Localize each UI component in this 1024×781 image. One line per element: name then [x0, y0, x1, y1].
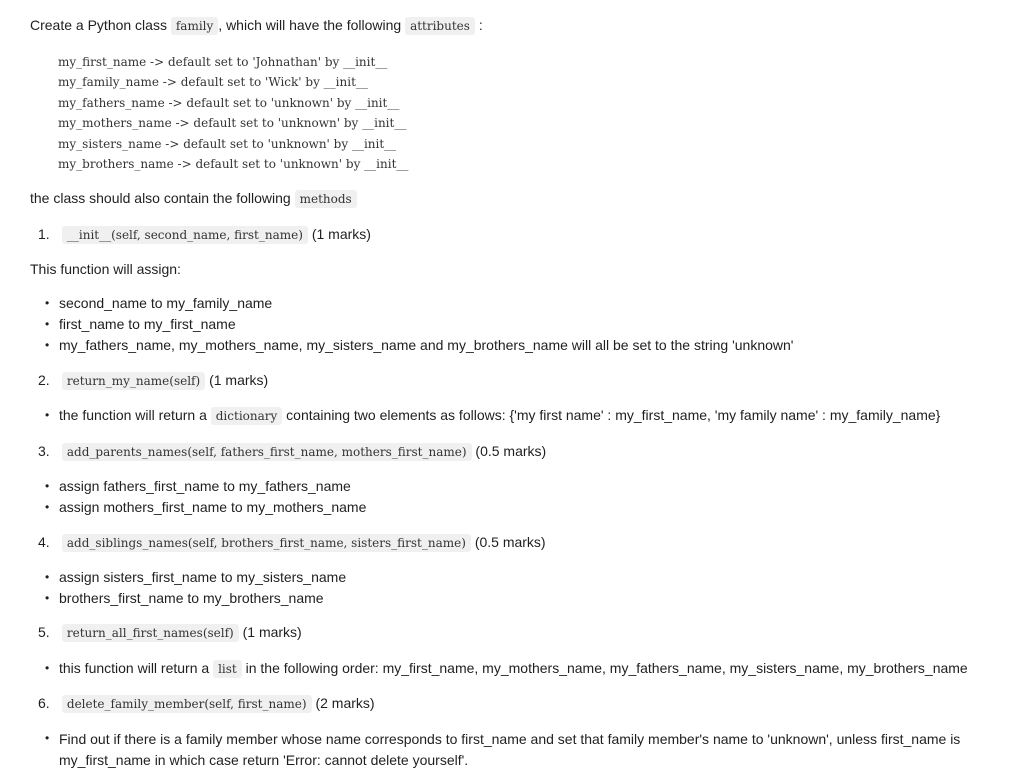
list-item-text: brothers_first_name to my_brothers_name: [59, 590, 324, 606]
method-number: 6.: [38, 695, 50, 711]
list-item: [45, 568, 346, 586]
m5-pre: this function will return a: [59, 660, 210, 676]
method-marks: (1 marks): [242, 624, 302, 640]
method-marks: (1 marks): [311, 226, 371, 242]
bullet-icon: •: [45, 317, 50, 331]
method-marks: (0.5 marks): [475, 443, 547, 459]
method-marks: (0.5 marks): [474, 534, 546, 550]
methods-intro-pre: the class should also contain the following: [30, 190, 291, 206]
method-number: 4.: [38, 534, 50, 550]
attribute-line: my_family_name -> default set to 'Wick' by __init__: [58, 75, 368, 90]
intro-post: :: [478, 17, 483, 33]
list-item-text: Find out if there is a family member whose name corresponds to first_name and set that family member's name to 'unknown', unless first_name is my_first_name in which case return 'Error: cannot delete yourself'.: [59, 731, 961, 768]
methods-intro: [30, 189, 357, 208]
method-number: 1.: [38, 226, 50, 242]
intro-mid: , which will have the following: [218, 17, 402, 33]
attribute-line: my_first_name -> default set to 'Johnathan' by __init__: [58, 55, 388, 69]
bullet-icon: •: [45, 570, 50, 584]
list-item: [45, 498, 366, 516]
method-number: 2.: [38, 372, 50, 388]
m2-post: containing two elements as follows: {'my first name' : my_first_name, 'my family name' : my_family_name}: [286, 407, 941, 423]
method-marks: (2 marks): [315, 695, 375, 711]
method-heading: [38, 225, 371, 244]
method-signature: return_all_first_names(self): [62, 624, 239, 642]
bullet-icon: •: [45, 338, 50, 352]
method-number: 5.: [38, 624, 50, 640]
method-signature: add_siblings_names(self, brothers_first_name, sisters_first_name): [62, 534, 471, 552]
list-item-text: assign fathers_first_name to my_fathers_name: [59, 478, 351, 494]
method-heading: [38, 694, 375, 713]
method-marks: (1 marks): [209, 372, 269, 388]
bullet-icon: •: [45, 479, 50, 493]
list-code: list: [213, 660, 242, 678]
attributes-code-block: [58, 52, 408, 174]
class-name-code: family: [171, 17, 218, 35]
bullet-icon: •: [45, 591, 50, 605]
m5-post: in the following order: my_first_name, my_mothers_name, my_fathers_name, my_sisters_name, my_brothers_name: [245, 660, 968, 676]
bullet-icon: •: [45, 661, 50, 675]
method-signature: __init__(self, second_name, first_name): [62, 226, 308, 244]
bullet-icon: •: [45, 296, 50, 310]
attribute-line: my_mothers_name -> default set to 'unknown' by __init__: [58, 116, 407, 131]
m2-pre: the function will return a: [59, 407, 207, 423]
list-item-text: second_name to my_family_name: [59, 295, 273, 311]
list-item: [45, 294, 272, 312]
bullet-icon: •: [45, 731, 50, 745]
bullet-icon: •: [45, 500, 50, 514]
method-signature: return_my_name(self): [62, 372, 205, 390]
method-number: 3.: [38, 443, 50, 459]
list-item: [45, 477, 351, 495]
list-item: [45, 406, 940, 425]
attributes-code: attributes: [405, 17, 475, 35]
list-item-text: [59, 659, 968, 678]
intro-paragraph: [30, 16, 483, 35]
method-signature: delete_family_member(self, first_name): [62, 695, 312, 713]
method-1-lead: This function will assign:: [30, 261, 181, 277]
attribute-line: my_sisters_name -> default set to 'unknown' by __init__: [58, 136, 397, 151]
method-heading: [38, 623, 302, 642]
list-item-text: my_fathers_name, my_mothers_name, my_sisters_name and my_brothers_name will all be set to the string 'unknown': [59, 337, 794, 353]
list-item: [45, 659, 968, 678]
method-heading: [38, 442, 546, 461]
list-item-text: assign sisters_first_name to my_sisters_name: [59, 569, 347, 585]
attribute-line: my_fathers_name -> default set to 'unknown' by __init__: [58, 95, 400, 110]
list-item: [45, 336, 793, 354]
list-item-text: first_name to my_first_name: [59, 316, 236, 332]
dictionary-code: dictionary: [211, 407, 283, 425]
method-signature: add_parents_names(self, fathers_first_name, mothers_first_name): [62, 443, 472, 461]
list-item: [45, 315, 236, 333]
method-heading: [38, 371, 268, 390]
intro-pre: Create a Python class: [30, 17, 167, 33]
attribute-line: my_brothers_name -> default set to 'unknown' by __init__: [58, 156, 409, 171]
methods-code: methods: [295, 190, 357, 208]
method-heading: [38, 533, 546, 552]
list-item: [45, 589, 324, 607]
bullet-icon: •: [45, 408, 50, 422]
list-item-text: assign mothers_first_name to my_mothers_name: [59, 499, 367, 515]
list-item: [45, 729, 989, 771]
list-item-text: [59, 406, 940, 425]
